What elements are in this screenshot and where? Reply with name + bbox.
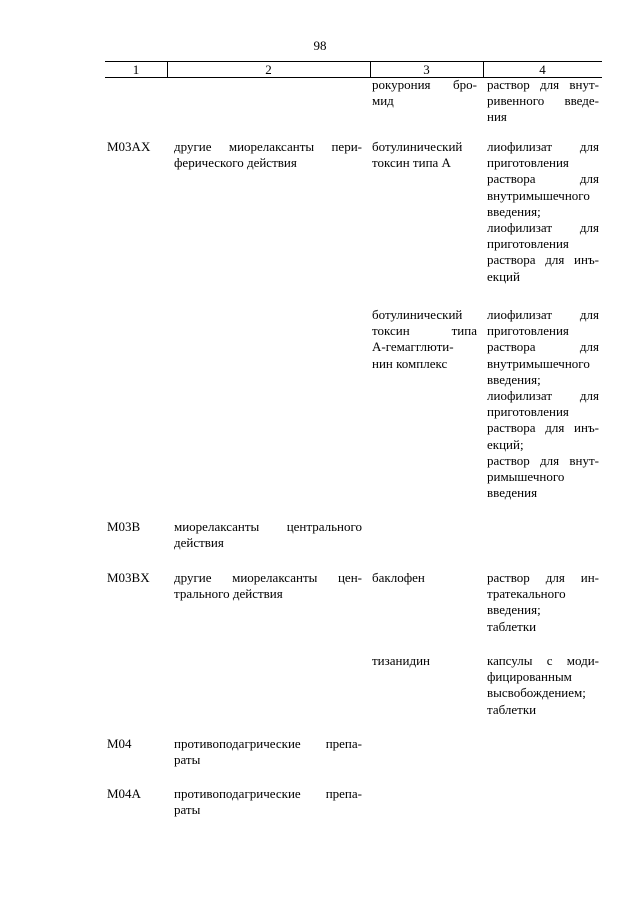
header-col-2: 2 (265, 62, 272, 77)
text-line: мид (372, 93, 394, 109)
text-line: рокурония бро- (372, 77, 477, 92)
atc-code: M03BX (107, 570, 150, 585)
text-line: действия (174, 535, 224, 551)
text-line: баклофен (372, 570, 425, 585)
text-line: раты (174, 802, 201, 818)
group-name (174, 570, 362, 602)
text-line: ния (487, 109, 507, 125)
dosage-form (487, 307, 599, 501)
text-line: приготовления (487, 323, 569, 339)
dosage-form (487, 570, 599, 635)
text-line: противоподагрические препа- (174, 736, 362, 751)
substance-name (372, 570, 477, 586)
text-line: раствор для внут- (487, 452, 599, 468)
text-line: тизанидин (372, 653, 430, 668)
group-name (174, 736, 362, 768)
substance-name (372, 653, 477, 669)
text-line: другие миорелаксанты цен- (174, 570, 362, 585)
text-line: приготовления (487, 404, 569, 420)
text-line: введения; (487, 371, 541, 387)
group-name (174, 786, 362, 818)
text-line: ботулинический (372, 139, 463, 154)
text-line: тратекального (487, 586, 566, 602)
text-line: фицированным (487, 669, 572, 685)
text-line: екций; (487, 436, 524, 452)
text-line: ферического действия (174, 155, 297, 171)
text-line: раты (174, 752, 201, 768)
text-line: внутримышечного (487, 355, 590, 371)
text-line: раствор для ин- (487, 570, 599, 585)
substance-name (372, 307, 477, 372)
text-line: токсин типа (372, 323, 477, 339)
dosage-form (487, 139, 599, 285)
text-line: таблетки (487, 701, 537, 717)
atc-code: M03B (107, 519, 141, 534)
text-line: токсин типа А (372, 155, 451, 171)
text-line: екций (487, 268, 520, 284)
header-col-4: 4 (539, 62, 546, 77)
text-line: введения; (487, 203, 541, 219)
atc-code: M03AX (107, 139, 151, 154)
continuation-form (487, 77, 599, 126)
text-line: ривенного введе- (487, 93, 599, 109)
text-line: раствора для (487, 171, 599, 187)
text-line: нин комплекс (372, 355, 448, 371)
table-header-row (105, 61, 602, 78)
text-line: введения; (487, 602, 541, 618)
text-line: таблетки (487, 618, 537, 634)
continuation-substance (372, 77, 477, 109)
text-line: лиофилизат для (487, 220, 599, 236)
text-line: другие миорелаксанты пери- (174, 139, 362, 154)
header-col-3: 3 (423, 62, 430, 77)
dosage-form (487, 653, 599, 718)
text-line: введения (487, 485, 538, 501)
text-line: противоподагрические препа- (174, 786, 362, 801)
text-line: раствора для (487, 339, 599, 355)
text-line: римышечного (487, 469, 565, 485)
text-line: лиофилизат для (487, 139, 599, 154)
page-number: 98 (313, 38, 327, 53)
text-line: приготовления (487, 236, 569, 252)
header-col-1: 1 (132, 62, 140, 77)
atc-code: M04A (107, 786, 141, 801)
text-line: капсулы с моди- (487, 653, 599, 668)
atc-code: M04 (107, 736, 132, 751)
text-line: раствора для инъ- (487, 420, 599, 436)
text-line: лиофилизат для (487, 388, 599, 404)
text-line: высвобождением; (487, 685, 586, 701)
text-line: миорелаксанты центрального (174, 519, 362, 534)
text-line: А-гемагглюти- (372, 339, 454, 355)
group-name (174, 139, 362, 171)
text-line: ботулинический (372, 307, 463, 322)
substance-name (372, 139, 477, 171)
text-line: внутримышечного (487, 187, 590, 203)
text-line: лиофилизат для (487, 307, 599, 322)
text-line: раствора для инъ- (487, 252, 599, 268)
text-line: приготовления (487, 155, 569, 171)
group-name (174, 519, 362, 551)
text-line: трального действия (174, 586, 283, 602)
text-line: раствор для внут- (487, 77, 599, 92)
